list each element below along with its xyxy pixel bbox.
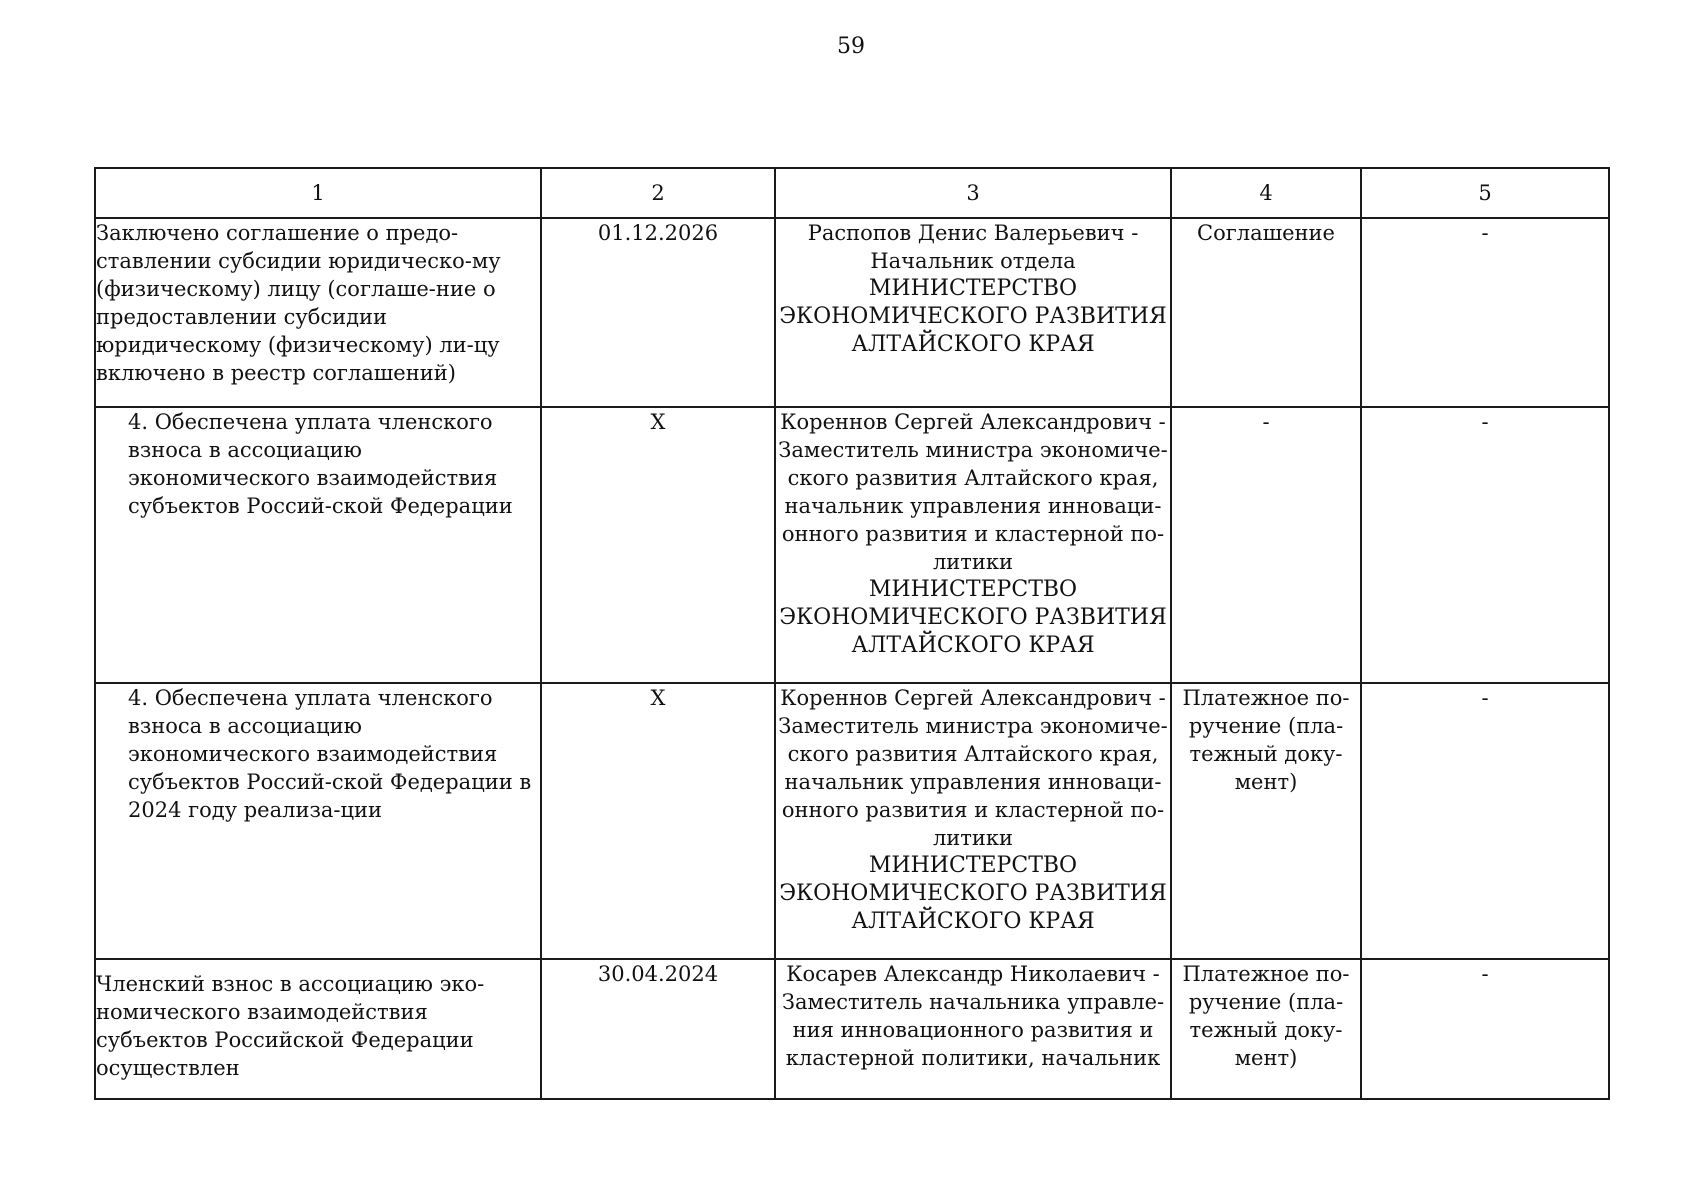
document-type-cell: - <box>1171 407 1361 683</box>
document-type-cell: Соглашение <box>1171 218 1361 407</box>
table-header-row <box>95 168 1609 218</box>
column-header-5: 5 <box>1361 168 1609 218</box>
responsible-cell <box>775 959 1171 1099</box>
column-header-1: 1 <box>95 168 541 218</box>
column-header-4: 4 <box>1171 168 1361 218</box>
control-point-cell <box>95 683 541 959</box>
responsible-organization: МИНИСТЕРСТВО ЭКОНОМИЧЕСКОГО РАЗВИТИЯ АЛТАЙСКОГО КРАЯ <box>779 577 1167 658</box>
responsible-person: Распопов Денис Валерьевич - Начальник отдела <box>807 221 1139 273</box>
info-system-cell: - <box>1361 218 1609 407</box>
control-point-text: Членский взнос в ассоциацию эко-номического взаимодействия субъектов Российской Федерации осуществлен <box>96 972 485 1080</box>
table-row <box>95 683 1609 959</box>
control-point-cell <box>95 407 541 683</box>
date-cell: X <box>541 683 775 959</box>
responsible-cell <box>775 683 1171 959</box>
control-point-cell <box>95 218 541 407</box>
column-header-2: 2 <box>541 168 775 218</box>
date-cell: 30.04.2024 <box>541 959 775 1099</box>
info-system-cell: - <box>1361 407 1609 683</box>
responsible-person: Косарев Александр Николаевич - Заместитель начальника управле-ния инновационного развития и кластерной политики, начальник <box>781 962 1165 1070</box>
column-header-3: 3 <box>775 168 1171 218</box>
responsible-person: Кореннов Сергей Александрович - Заместитель министра экономиче-ского развития Алтайского края, начальник управления инноваци-онного развития и кластерной по-литики <box>778 686 1168 850</box>
responsible-cell <box>775 218 1171 407</box>
responsible-cell <box>775 407 1171 683</box>
table-row <box>95 218 1609 407</box>
responsible-organization: МИНИСТЕРСТВО ЭКОНОМИЧЕСКОГО РАЗВИТИЯ АЛТАЙСКОГО КРАЯ <box>779 853 1167 934</box>
control-point-text: Заключено соглашение о предо-ставлении субсидии юридическо-му (физическому) лицу (соглаше-ние о предоставлении субсидии юридическому (физическому) ли-цу включено в реестр соглашений) <box>96 221 501 385</box>
responsible-organization: МИНИСТЕРСТВО ЭКОНОМИЧЕСКОГО РАЗВИТИЯ АЛТАЙСКОГО КРАЯ <box>779 276 1167 357</box>
page-number: 59 <box>837 34 865 59</box>
document-type-cell: Платежное по-ручение (пла-тежный доку-мент) <box>1171 683 1361 959</box>
document-type-cell: Платежное по-ручение (пла-тежный доку-мент) <box>1171 959 1361 1099</box>
table-row <box>95 407 1609 683</box>
table-row <box>95 959 1609 1099</box>
responsible-person: Кореннов Сергей Александрович - Заместитель министра экономиче-ского развития Алтайского края, начальник управления инноваци-онного развития и кластерной по-литики <box>778 410 1168 574</box>
info-system-cell: - <box>1361 959 1609 1099</box>
date-cell: 01.12.2026 <box>541 218 775 407</box>
control-point-text: 4. Обеспечена уплата членского взноса в ассоциацию экономического взаимодействия субъектов Россий-ской Федерации <box>128 410 513 518</box>
control-point-cell <box>95 959 541 1099</box>
date-cell: X <box>541 407 775 683</box>
info-system-cell: - <box>1361 683 1609 959</box>
plan-table <box>94 167 1610 1100</box>
control-point-text: 4. Обеспечена уплата членского взноса в ассоциацию экономического взаимодействия субъектов Россий-ской Федерации в 2024 году реализа-ции <box>128 686 532 822</box>
